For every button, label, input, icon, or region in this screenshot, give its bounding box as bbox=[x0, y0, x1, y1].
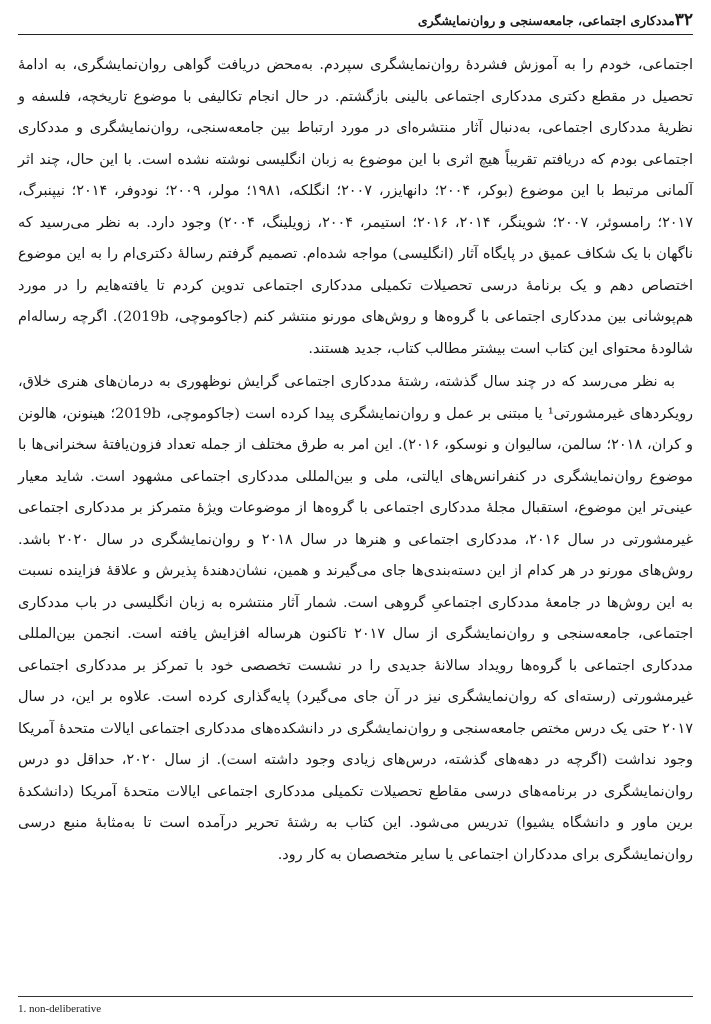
paragraph: به نظر می‌رسد که در چند سال گذشته، رشتهٔ مددکاری اجتماعی گرایش نوظهوری به درمان‌های هنری خلاق، رویکردهای غیرمشورتی¹ یا مبتنی بر عمل و روان‌نمایشگری پیدا کرده است (جاکوموچی، 2019b؛ هینونن، هالونن و کران، ۲۰۱۸؛ سالمن، سالیوان و نوسکو، ۲۰۱۶). این امر به طرق مختلف از جمله تعداد فزون‌یافتهٔ سخنرانی‌ها با موضوع روان‌نمایشگری در کنفرانس‌های ایالتی، ملی و بین‌المللی مددکاری اجتماعی مشهود است. شاید معیار عینی‌تر این موضوع، استقبال مجلهٔ مددکاری اجتماعی با گروه‌ها از موضوعات ویژهٔ متمرکز بر مددکاری اجتماعی غیرمشورتی در سال ۲۰۱۶، مددکاری اجتماعی و هنرها در سال ۲۰۱۸ و روان‌نمایشگری در سال ۲۰۲۰ باشد. روش‌های مورنو در هر کدام از این دسته‌بندی‌ها جای می‌گیرند و همین، نشان‌دهندهٔ پذیرش و علاقهٔ فزاینده نسبت به این روش‌ها در جامعهٔ مددکاری اجتماعیِ گروهی است. شمار آثار منتشره به زبان انگلیسی در باب مددکاری اجتماعی، جامعه‌سنجی و روان‌نمایشگری از سال ۲۰۱۷ تاکنون هرساله افزایش یافته است. انجمن بین‌المللی مددکاری اجتماعی با گروه‌ها رویداد سالانهٔ جدیدی را در نشست تخصصی خود با تمرکز بر مددکاری اجتماعی غیرمشورتی (رسته‌ای که روان‌نمایشگری نیز در آن جای می‌گیرد) پایه‌گذاری کرده است. علاوه بر این، در سال ۲۰۱۷ حتی یک درس مختص جامعه‌سنجی و روان‌نمایشگری در دانشکده‌های مددکاری اجتماعی ایالات متحدهٔ آمریکا وجود نداشت (اگرچه در دهه‌های گذشته، درس‌های زیادی وجود داشته است). از سال ۲۰۲۰، حداقل دو درس روان‌نمایشگری در برنامه‌های درسی مقاطع تحصیلات تکمیلی مددکاری اجتماعی ایالات متحدهٔ آمریکا (دانشکدهٔ برین ماور و دانشگاه یشیوا) تدریس می‌شود. این کتاب به رشتهٔ تحریر درآمده است تا به‌مثابهٔ منبع درسی روان‌نمایشگری برای مددکاران اجتماعی یا سایر متخصصان به کار رود. bbox=[18, 374, 694, 863]
footnote-divider bbox=[18, 996, 693, 997]
page-header bbox=[18, 6, 693, 34]
header-divider bbox=[18, 34, 693, 35]
footnote: 1. non-deliberative bbox=[18, 1003, 102, 1015]
page-number: ۳۲ bbox=[674, 10, 693, 30]
main-text bbox=[18, 50, 693, 871]
running-title: مددکاری اجتماعی، جامعه‌سنجی و روان‌نمایشگری bbox=[417, 12, 675, 28]
paragraph: اجتماعی، خودم را به آموزش فشردهٔ روان‌نمایشگری سپردم. به‌محض دریافت گواهی روان‌نمایشگری، به ادامهٔ تحصیل در مقطع دکتری مددکاری اجتماعی بالینی بازگشتم. در حال انجام تکالیفی با موضوع تاریخچه، فلسفه و نظریهٔ مددکاری اجتماعی، به‌دنبال آثار منتشره‌ای در مورد ارتباط بین جامعه‌سنجی، روان‌نمایشگری و مددکاری اجتماعی بودم که دریافتم تقریباً هیچ اثری با این موضوع به زبان انگلیسی نوشته نشده است. با این حال، چند اثر آلمانی مرتبط با این موضوع (بوکر، ۲۰۰۴؛ دانهایزر، ۲۰۰۷؛ انگلکه، ۱۹۸۱؛ مولر، ۲۰۰۹؛ نودوفر، ۲۰۱۴؛ نیپنبرگ، ۲۰۱۷؛ رامسوئر، ۲۰۰۷؛ شوینگر، ۲۰۱۴، ۲۰۱۶؛ استیمر، ۲۰۰۴، زویلینگ، ۲۰۰۴) وجود دارد. به نظر می‌رسید که ناگهان با یک شکاف عمیق در پایگاه آثار (انگلیسی) مواجه شده‌ام. تصمیم گرفتم رسالهٔ دکتری‌ام را به این موضوع اختصاص دهم و یک برنامهٔ درسی تحصیلات تکمیلی مددکاری اجتماعی تدوین کردم تا یافته‌هایم را در مورد هم‌پوشانی بین مددکاری اجتماعی با گروه‌ها و روش‌های مورنو منتشر کنم (جاکوموچی، 2019b). اگرچه رساله‌ام شالودهٔ محتوای این کتاب است بیشتر مطالب کتاب، جدید هستند. bbox=[18, 57, 694, 357]
